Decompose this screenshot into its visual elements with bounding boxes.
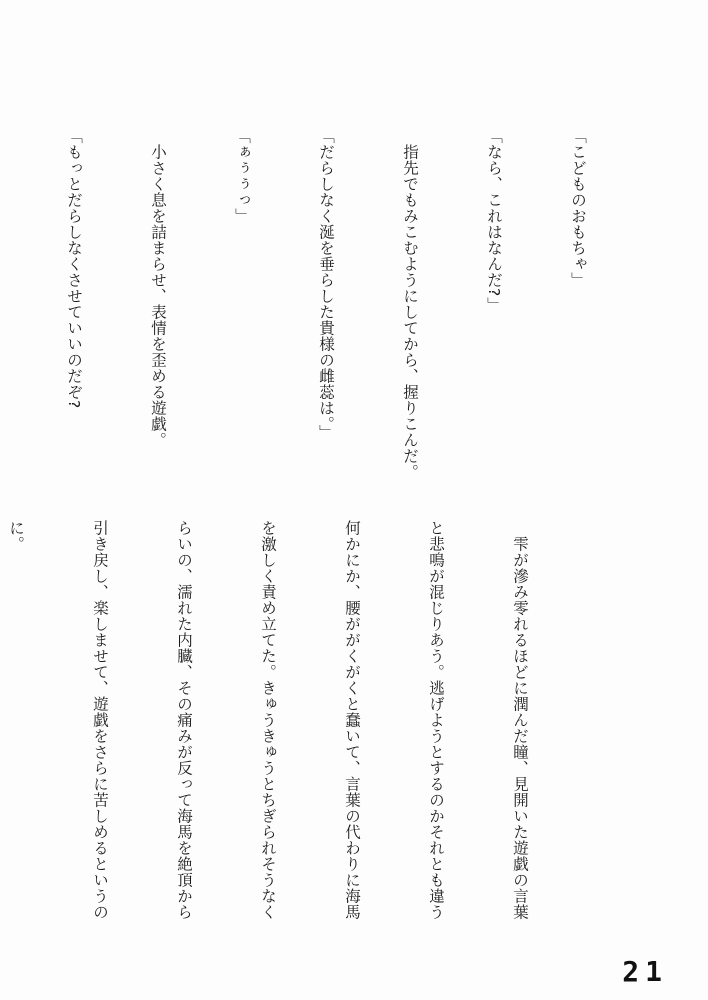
- text-line: 何かにか、腰ががくがくと蠢いて、言葉の代わりに海馬: [343, 520, 361, 920]
- text-line: 雫が滲み零れるほどに潤んだ瞳、見開いた遊戯の言葉: [511, 520, 529, 920]
- page-number: 21: [622, 955, 668, 988]
- text-line: 「なら、これはなんだ?」: [485, 128, 503, 313]
- text-line: [0, 128, 4, 458]
- text-line: らいの、濡れた内臓、その痛みが反って海馬を絶頂から: [175, 520, 193, 920]
- text-line: 「ぁぅぅっ」: [233, 128, 251, 224]
- text-line: 指先でもみこむようにしてから、握りこんだ。: [401, 128, 419, 480]
- text-line: と悲鳴が混じりあう。逃げようとするのかそれとも違う: [427, 520, 445, 920]
- text-line: 小さく息を詰まらせ、表情を歪める遊戯。: [149, 128, 167, 448]
- text-line: 引き戻し、楽しませて、遊戯をさらに苦しめるというの: [91, 520, 109, 920]
- bottom-text-column: [7, 520, 590, 920]
- text-line: 「もっとだらしなくさせていいのだぞ?: [65, 128, 83, 409]
- text-line: に。: [7, 520, 25, 552]
- text-line: 「だらしなく涎を垂らした貴様の雌蕊は。」: [317, 128, 335, 441]
- top-text-column: [65, 128, 648, 480]
- text-line: 「こどものおもちゃ」: [569, 128, 587, 288]
- text-line: を激しく責め立てた。きゅうきゅうとちぎられそうなく: [259, 520, 277, 920]
